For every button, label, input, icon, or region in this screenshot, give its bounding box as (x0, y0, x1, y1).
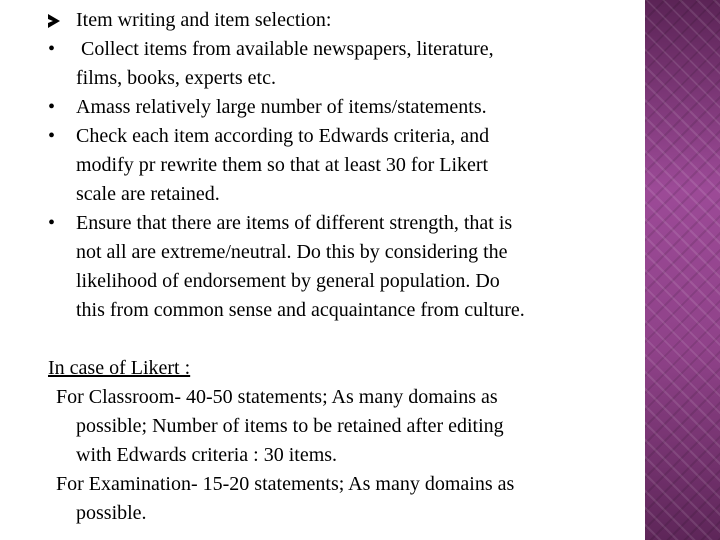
decorative-side-panel (642, 0, 720, 540)
bullet-line: scale are retained. (76, 183, 220, 205)
likert-heading: In case of Likert : (48, 357, 191, 379)
bullet-line: likelihood of endorsement by general population. Do (76, 270, 500, 292)
classroom-line: possible; Number of items to be retained after editing (76, 415, 504, 437)
bullet-line: Check each item according to Edwards criteria, and (76, 125, 490, 147)
bullet-marker: • (48, 212, 56, 234)
slide-content (48, 6, 638, 528)
bullet-marker: • (48, 96, 56, 118)
classroom-line: with Edwards criteria : 30 items. (76, 444, 338, 466)
classroom-line: For Classroom- 40-50 statements; As many domains as (56, 386, 498, 408)
main-point (48, 6, 638, 35)
bullet-item (48, 93, 638, 122)
bullet-line: modify pr rewrite them so that at least 30 for Likert (76, 154, 489, 176)
bullet-line: not all are extreme/neutral. Do this by considering the (76, 241, 508, 263)
bullet-line: this from common sense and acquaintance from culture. (76, 299, 525, 321)
bullet-line: films, books, experts etc. (76, 67, 276, 89)
bullet-marker: • (48, 125, 56, 147)
exam-line: For Examination- 15-20 statements; As many domains as (56, 473, 515, 495)
bullet-marker: • (48, 38, 56, 60)
classroom-paragraph (48, 383, 638, 470)
bullet-line: Collect items from available newspapers, literature, (81, 38, 494, 60)
bullet-line: Amass relatively large number of items/statements. (76, 96, 487, 118)
bullet-item (48, 35, 638, 93)
arrow-bullet-icon (48, 14, 60, 28)
bullet-item (48, 209, 638, 325)
exam-line: possible. (76, 502, 147, 524)
exam-paragraph (48, 470, 638, 528)
bullet-item (48, 122, 638, 209)
main-point-text: Item writing and item selection: (76, 9, 332, 31)
bullet-line: Ensure that there are items of different strength, that is (76, 212, 513, 234)
spacer (48, 325, 638, 354)
